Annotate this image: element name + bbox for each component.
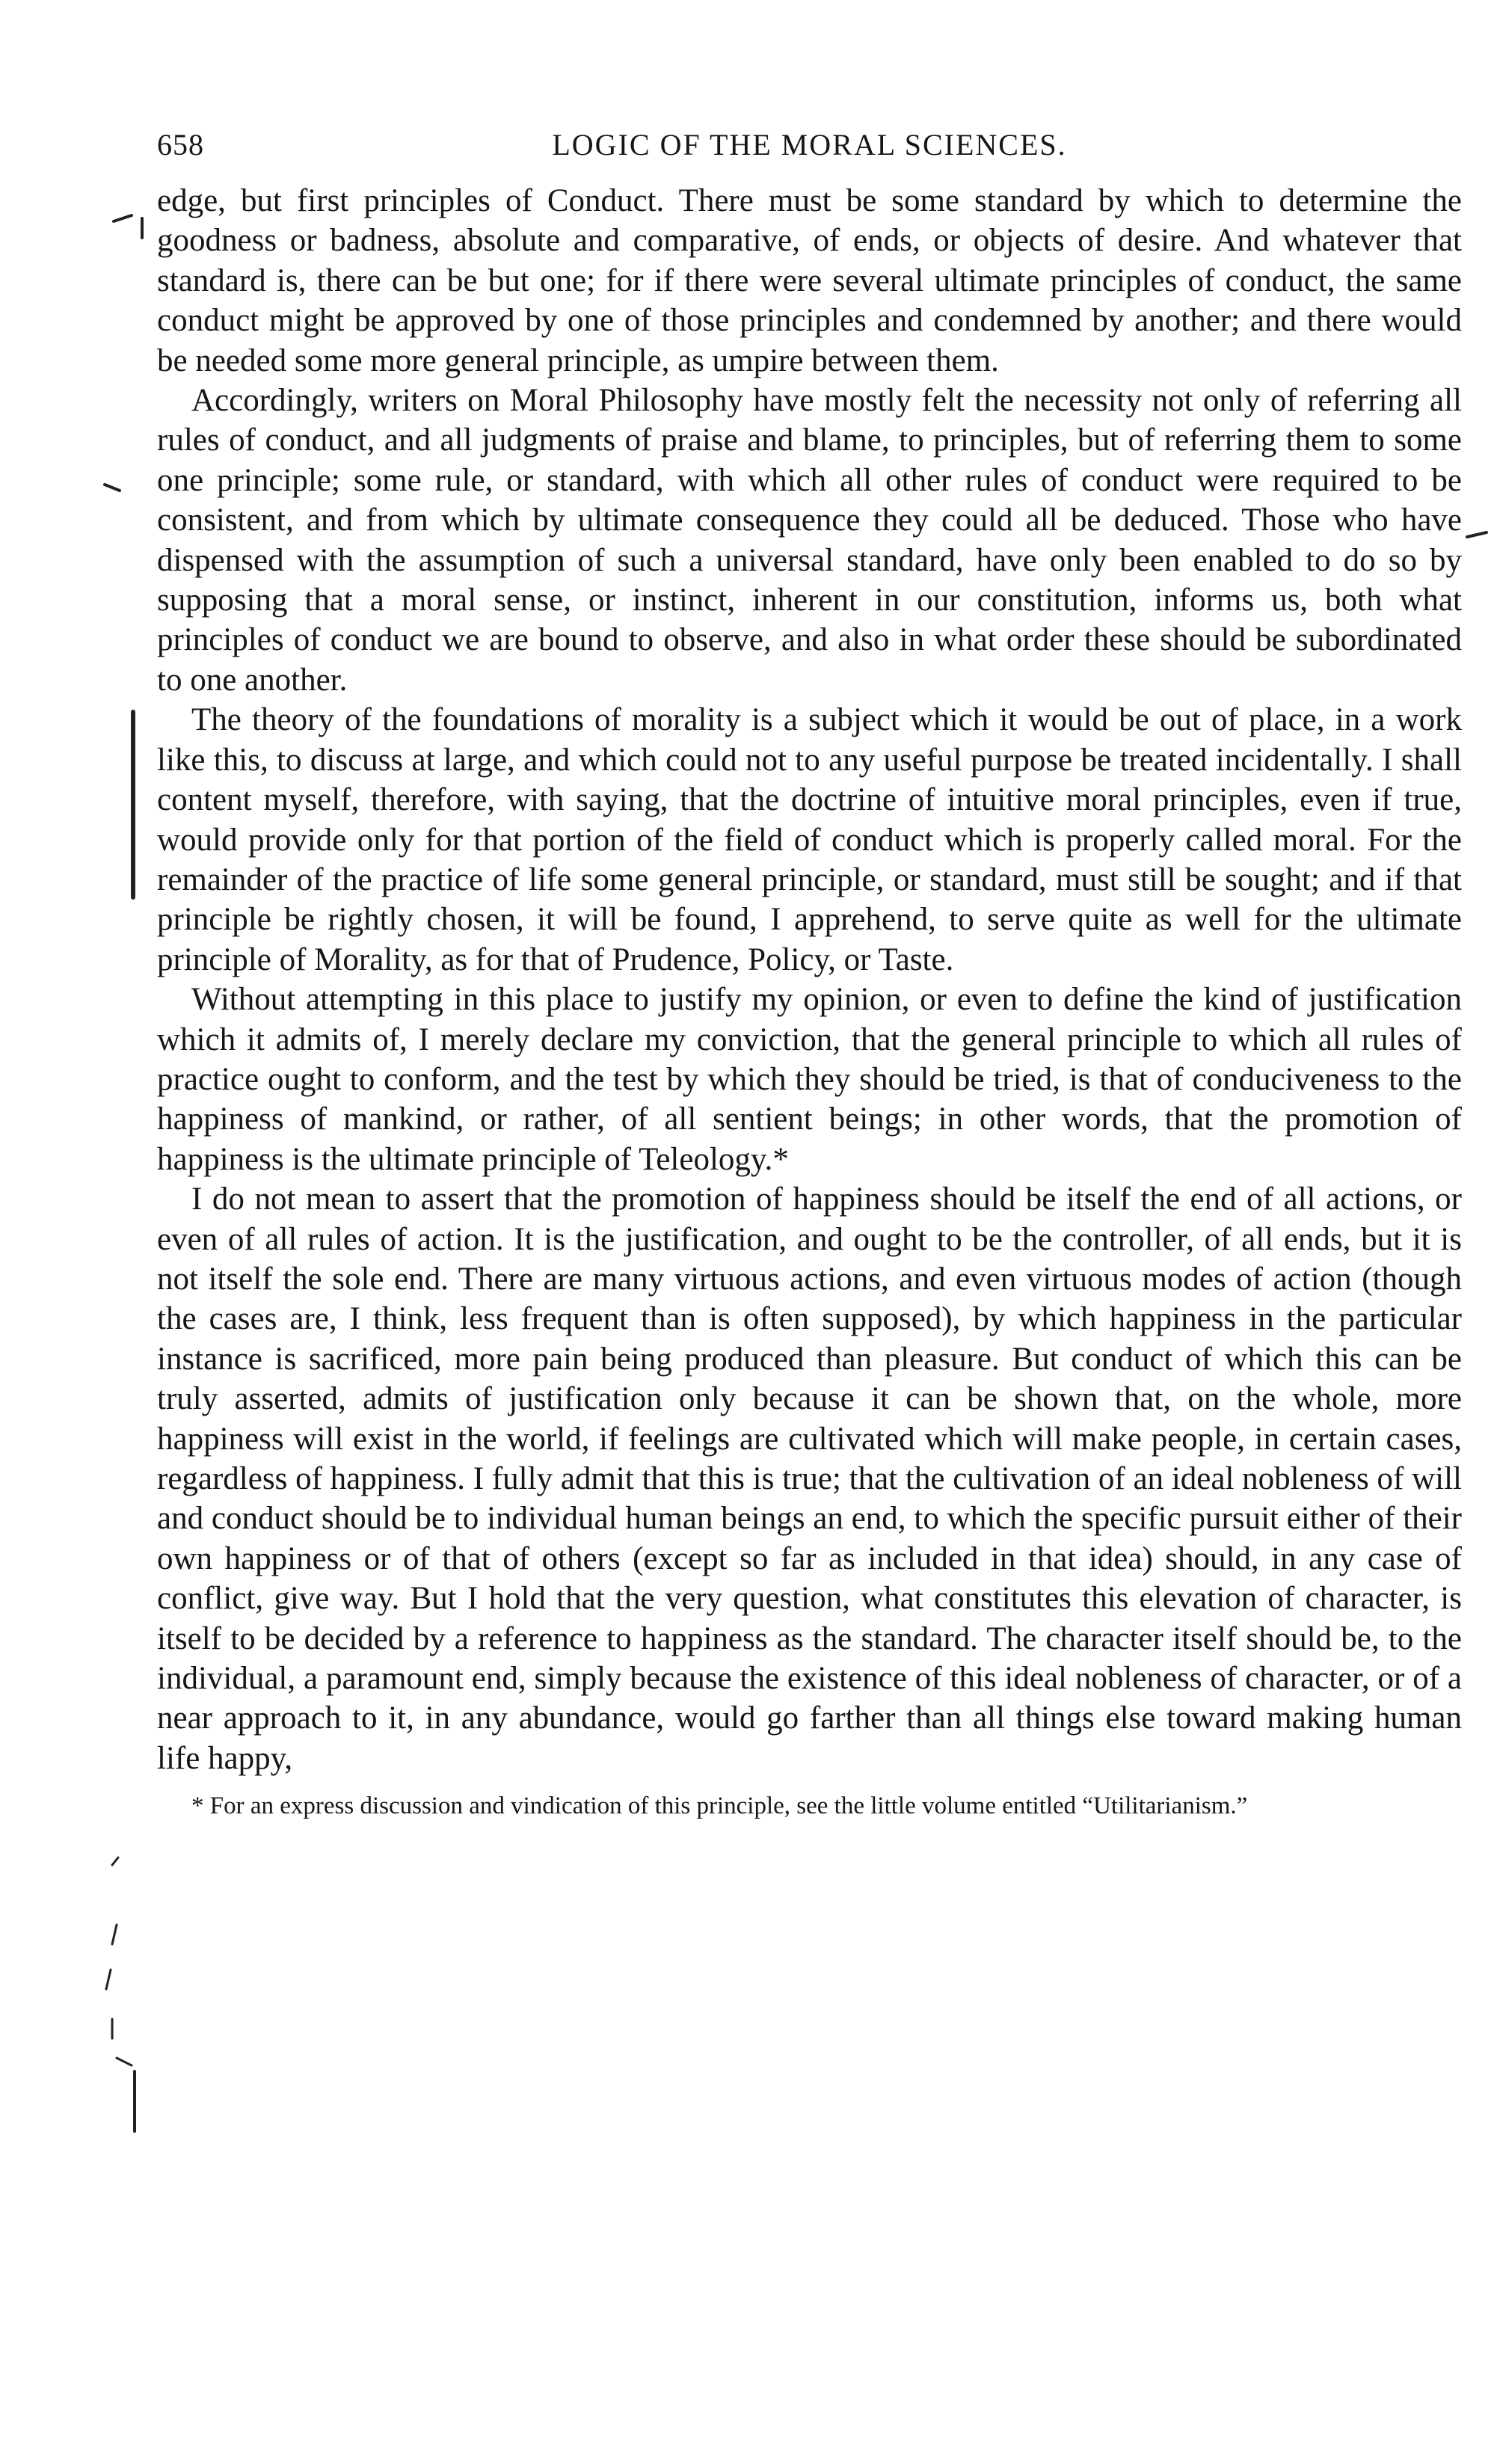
paragraph-5: I do not mean to assert that the promotion of happiness should be itself the end of all actions, or even of all rules of action. It is the justification, and ought to be the controller, of all ends, but it is not itself the sole end. There are many virtuous actions, and even virtuous modes of action (though the cases are, I think, less frequent than is often supposed), by which happiness in the particular instance is sacrificed, more pain being produced than pleasure. But conduct of which this can be truly asserted, admits of justification only because it can be shown that, on the whole, more happiness will exist in the world, if feelings are cultivated which will make people, in certain cases, regardless of happiness. I fully admit that this is true; that the cultivation of an ideal nobleness of will and conduct should be to individual human beings an end, to which the specific pursuit either of their own happiness or of that of others (except so far as included in that idea) should, in any case of conflict, give way. But I hold that the very question, what constitutes this elevation of character, is itself to be decided by a reference to happiness as the standard. The character itself should be, to the individual, a paramount end, simply because the existence of this ideal nobleness of character, or of a near approach to it, in any abundance, would go farther than all things else toward making human life happy,: [157, 1182, 1462, 1776]
margin-mark-lower-5: [117, 2058, 132, 2065]
running-title: LOGIC OF THE MORAL SCIENCES.: [552, 128, 1067, 162]
margin-mark-dash-right: [1467, 532, 1487, 537]
margin-mark-dash: [105, 485, 120, 491]
paragraph-4: Without attempting in this place to justify my opinion, or even to define the kind of justification which it admits of, I merely declare my conviction, that the general principle to which all rules of practice ought to conform, and the test by which they should be tried, is that of conduciveness to the happiness of mankind, or rather, of all sentient beings; in other words, that the promotion of happiness is the ultimate principle of Teleology.*: [157, 982, 1462, 1177]
margin-mark-lower-1: [112, 1858, 118, 1865]
margin-mark-top: [114, 215, 132, 221]
margin-mark-lower-3: [106, 1970, 111, 1989]
page-header: [157, 127, 1462, 181]
margin-mark-lower-2: [112, 1925, 117, 1944]
paragraph-1: edge, but first principles of Conduct. There must be some standard by which to determine the goodness or badness, absolute and comparative, of ends, or objects of desire. And whatever that standard is, there can be but one; for if there were several ultimate principles of conduct, the same conduct might be approved by one of those principles and condemned by another; and there would be needed some more general principle, as umpire between them.: [157, 183, 1462, 378]
paragraph-2: Accordingly, writers on Moral Philosophy have mostly felt the necessity not only of referring all rules of conduct, and all judgments of praise and blame, to principles, but of referring them to some one principle; some rule, or standard, with which all other rules of conduct were required to be consistent, and from which by ultimate consequence they could all be deduced. Those who have dispensed with the assumption of such a universal standard, have only been enabled to do so by supposing that a moral sense, or instinct, inherent in our constitution, informs us, both what principles of conduct we are bound to observe, and also in what order these should be subordinated to one another.: [157, 383, 1462, 698]
footnote: * For an express discussion and vindication of this principle, see the little volume entitled “Utilitarianism.”: [191, 1792, 1248, 1820]
book-page: [157, 127, 1462, 1822]
page-number: 658: [157, 128, 204, 162]
body-text: [157, 181, 1462, 1778]
paragraph-3: The theory of the foundations of morality is a subject which it would be out of place, in a work like this, to discuss at large, and which could not to any useful purpose be treated incidentally. I shall content myself, therefore, with saying, that the doctrine of intuitive moral principles, even if true, would provide only for that portion of the field of conduct which is properly called moral. For the remainder of the practice of life some general principle, or standard, must still be sought; and if that principle be rightly chosen, it will be found, I apprehend, to serve quite as well for the ultimate principle of Morality, as for that of Prudence, Policy, or Taste.: [157, 702, 1462, 977]
